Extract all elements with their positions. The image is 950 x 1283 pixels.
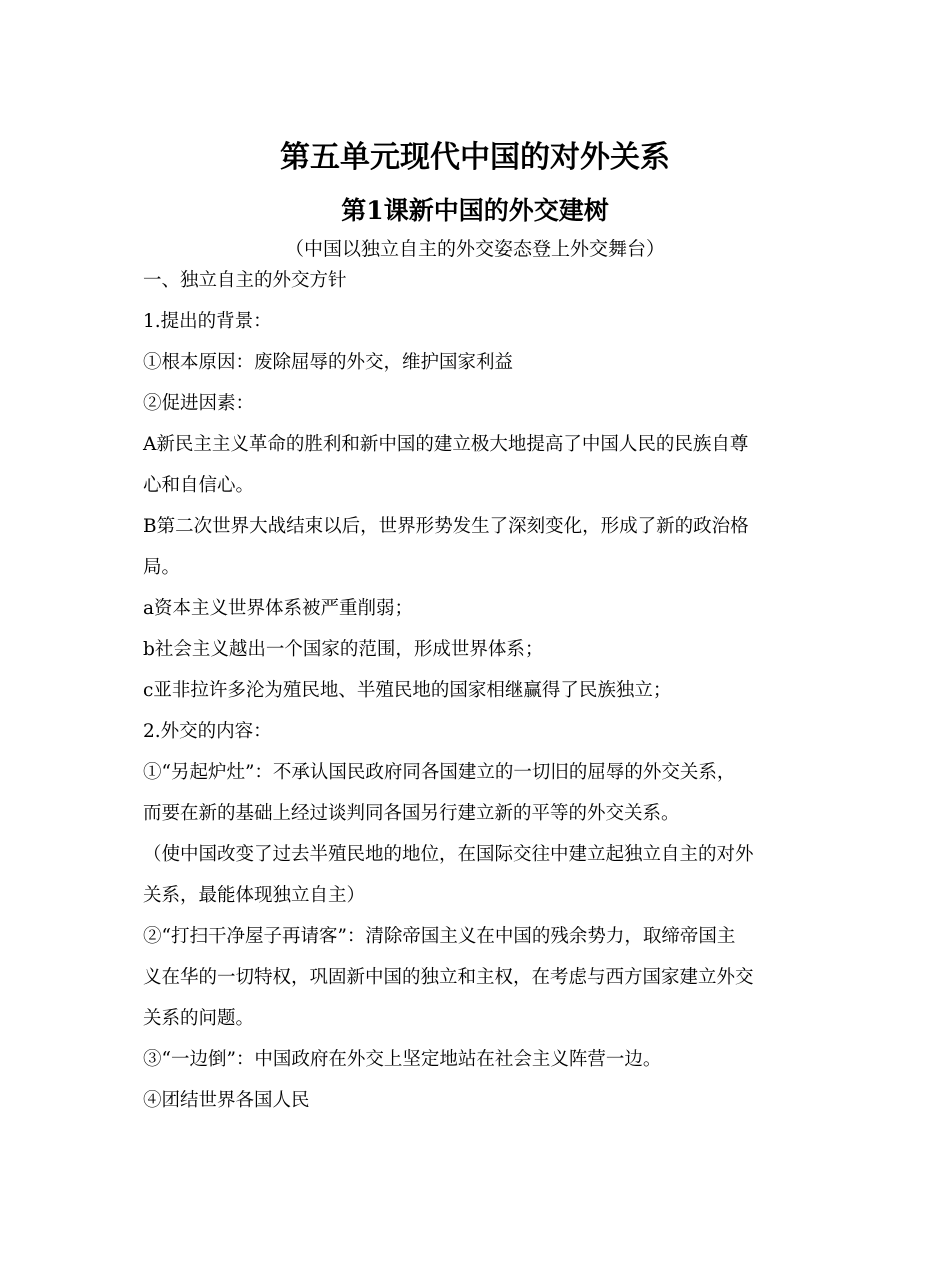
body-line: ①根本原因：废除屈辱的外交，维护国家利益	[143, 352, 514, 373]
body-line: 义在华的一切特权，巩固新中国的独立和主权，在考虑与西方国家建立外交	[143, 967, 754, 988]
body-line: （使中国改变了过去半殖民地的地位，在国际交往中建立起独立自主的对外	[143, 844, 754, 865]
body-line: ②促进因素：	[143, 393, 255, 414]
body-line: 关系，最能体现独立自主）	[143, 885, 366, 906]
body-line: a资本主义世界体系被严重削弱；	[143, 598, 414, 619]
body-line: ③“一边倒”：中国政府在外交上坚定地站在社会主义阵营一边。	[143, 1049, 662, 1070]
unit-title: 第五单元现代中国的对外关系	[280, 140, 670, 175]
body-line: A新民主主义革命的胜利和新中国的建立极大地提高了中国人民的民族自尊	[143, 434, 749, 455]
body-line: b社会主义越出一个国家的范围，形成世界体系；	[143, 639, 544, 660]
body-line: c亚非拉许多沦为殖民地、半殖民地的国家相继赢得了民族独立；	[143, 680, 672, 701]
subheading-background: 1.提出的背景：	[143, 311, 272, 332]
section-heading: 一、独立自主的外交方针	[143, 270, 347, 291]
body-line: 关系的问题。	[143, 1008, 255, 1029]
body-line: B第二次世界大战结束以后，世界形势发生了深刻变化，形成了新的政治格	[143, 516, 749, 537]
body-line: 局。	[143, 557, 181, 578]
document-body	[143, 260, 813, 1121]
body-line: 心和自信心。	[143, 475, 255, 496]
lesson-title: 第1课新中国的外交建树	[341, 196, 609, 225]
subheading-content: 2.外交的内容：	[143, 721, 272, 742]
body-line: ④团结世界各国人民	[143, 1090, 310, 1111]
body-line: 而要在新的基础上经过谈判同各国另行建立新的平等的外交关系。	[143, 803, 680, 824]
body-line: ①“另起炉灶”：不承认国民政府同各国建立的一切旧的屈辱的外交关系，	[143, 762, 736, 783]
body-line: ②“打扫干净屋子再请客”：清除帝国主义在中国的残余势力，取缔帝国主	[143, 926, 736, 947]
lesson-subtitle: （中国以独立自主的外交姿态登上外交舞台）	[284, 238, 665, 260]
